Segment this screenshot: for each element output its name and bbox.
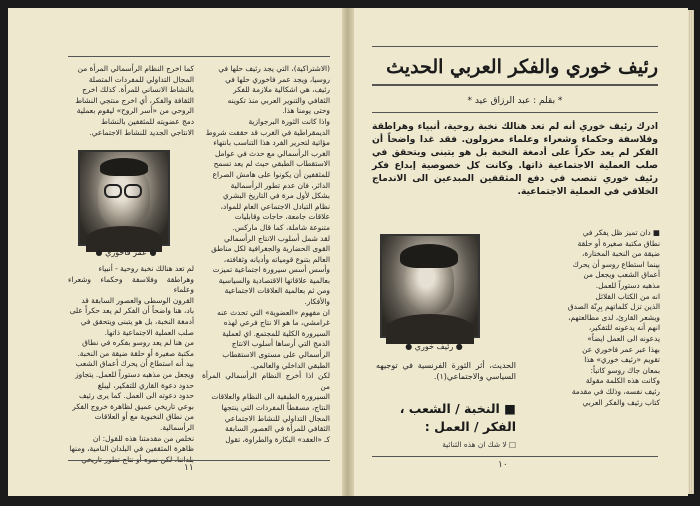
text-line: (الاشتراكية)، التي يجد رئيف حلها في (218, 64, 330, 73)
text-line: الثقافة والفكر، أي اخرج منتجي النشاط (75, 95, 194, 105)
text-line: علاقات جامعة، حاجات وقابليات (234, 212, 330, 222)
text-line: وحتى يومنا هذا. (282, 106, 330, 116)
omar-fakhouri-portrait (78, 150, 170, 246)
text-line: مذهبه دستوراً للعمل. (595, 280, 660, 290)
right-bottom-rule (372, 456, 658, 457)
text-line: لم تعد هنالك نخبة روحية - أنبياء (98, 264, 194, 273)
left-bottom-rule (68, 460, 330, 461)
text-line: العالم بتنوع قومياته وأديانه وثقافته، (223, 254, 330, 264)
text-line: كـ «العقد» البكارة والطراوة، تقول (225, 434, 330, 444)
text-line: الدمج التي أرساها أسلوب الانتاج (231, 339, 330, 349)
text-line: وهراطقة وفلاسفة وحكماء وشعراء وعلماء (68, 274, 194, 295)
text-below-photo: الحديث، أثر الثورة الفرنسية في توجيهه السياسي والاجتماعي(١). (376, 361, 516, 381)
left-page-column-left-top (68, 64, 194, 140)
text-line: وكانت هذه الكلمة مقولة (585, 376, 660, 386)
text-line: المجال التداولي للنشاط الاجتماعي (224, 413, 330, 423)
text-line: بمعان جاك روسو كاتباً: (590, 365, 660, 375)
omar-fakhouri-caption: ● عمر فاخوري ● (95, 248, 157, 257)
right-page-column (528, 228, 660, 450)
text-line: من هنا لم يعد روسو بفكره في نطاق (82, 338, 194, 348)
text-line: مكتبة صغيرة أو حلقة ضيقة من النخبة. (77, 348, 194, 358)
text-line: نظام التبادل الاجتماعي العام للمواد، (220, 201, 330, 211)
text-line: الغرب الرأسمالي مع حدث في عوامل (214, 148, 330, 158)
left-page-column-left-bottom (68, 264, 194, 464)
article-byline: * بقلم : عبد الرزاق عيد * (467, 96, 563, 106)
text-line: بلداننا، لكن نموه أو نتاج تطور تاريخي (81, 454, 194, 464)
glasses-right-icon (124, 184, 142, 198)
text-line: الذين تزل كلماتهم بِرِنّة الصدق (567, 302, 660, 312)
title-top-rule (372, 46, 658, 47)
lead-paragraph: ادرك رئيف خوري أنه لم تعد هنالك نخبة روحية، أنبياء وهراطقة وفلاسفة وحكماء وشعراء وعلماء معزولون. فقد غدا واضحاً أن الفكر لم يعد حكراً على أدمغة النخبة بل هو يتبنى ويتحقق في صلب العملية الاجتماعية ذاتها. وكانت كل خصوصية إبداع فكر رئيف خوري تنصب في دفع المثقفين المبدعين الى الاندماج الخلاقي في العملية الاجتماعية. (372, 121, 658, 197)
text-line: ان مفهوم «العضوية» التي تحدث عنه (217, 307, 330, 317)
title-bottom-rule (372, 84, 658, 86)
right-page-number: ١٠ (498, 460, 508, 470)
terms-line-1: ■ النخبة / الشعب ، (399, 401, 516, 416)
text-line: الطبقي الداخلي والعالمي. (250, 360, 330, 370)
text-line: والأفكار. (304, 297, 330, 307)
terms-line-2: الفكر / العمل : (424, 419, 516, 434)
text-line: كتاب رئيف والفكر العربي (582, 397, 660, 407)
text-line: متنوعة شاملة، كما قال ماركس. (232, 222, 330, 232)
text-line: الروحي من «أسر الروح» ليقوم بعملية (76, 106, 194, 116)
text-line: بالنشاط الانساني للمرأة. كذلك اخرج (82, 85, 194, 95)
text-line: حدود دعوة القاري للتفكير، ليبلغ (97, 380, 194, 390)
text-line: الانتاجي الجديد للنشاط الاجتماعي. (89, 127, 194, 137)
text-line: ■ دان تميز ظل يفكر في (582, 228, 660, 237)
text-line: الاستقطاب الطبقي حيث لم يعد تسمح (213, 159, 330, 169)
text-line: ومن ثم بعالمية العلاقات الاجتماعية (224, 286, 330, 296)
text-line: أعماق الشعب ويجعل من (583, 270, 660, 280)
text-line: المجال التداولي للمفردات المتصلة (88, 74, 194, 84)
text-line: النتاج، مسقطاً المفردات التي ينتجها (221, 403, 330, 412)
text-line: بعالمية علاقاتها الاقتصادية والسياسية (218, 275, 330, 285)
text-line: القرون الوسطى والعصور السابقة قد (81, 295, 194, 305)
page-edges (688, 10, 694, 494)
text-line: بوعي تاريخي عميق لظاهرة خروج الفكر (72, 401, 194, 411)
left-page-number: ١١ (184, 463, 194, 473)
text-line: دمج عضويته للمثقفين بالنشاط (101, 116, 194, 126)
caption-bullet-icon: ● (146, 248, 157, 257)
text-line: يدعونه الى العمل ايضاً» (587, 333, 660, 343)
text-line: ظاهرة المثقفين في البلدان النامية، ومنها (69, 444, 194, 454)
text-line: لكن اذا أخرج النظام الرأسمالي المرأة من (202, 371, 330, 391)
note-bullet-icon: □ (506, 440, 516, 449)
text-line: روسيا، ويجد عمر فاخوري حلها في (225, 74, 330, 84)
text-line: بينما استطاع روسو أن يحرك (572, 259, 660, 269)
text-line: بشكل لأول مرة في التاريخ البشري (222, 191, 330, 201)
note-line: □ لا شك ان هذه الثنائية (442, 440, 516, 449)
book-gutter (342, 8, 354, 496)
text-line: السيرورة الكلية للمجتمع. اي لعملية (222, 328, 330, 338)
text-line: السيرورة الطبقية الى النظام والعلاقات (211, 392, 330, 402)
text-line: صلب العملية الاجتماعية ذاتها. (104, 327, 194, 337)
text-line: الثقافي والتنوير العربي منذ تكوينه (227, 95, 330, 105)
left-page-column-right (202, 64, 330, 456)
text-line: الرأسمالية. (160, 422, 194, 432)
raif-khoury-portrait (380, 234, 480, 338)
byline-rule (372, 112, 658, 113)
text-line: رئيف نفسه، وذلك في مقدمة (571, 386, 660, 396)
portrait-hair (100, 158, 148, 176)
text-line: بيد أنه استطاع أن يحرك أعماق الشعب (75, 359, 194, 369)
text-line: نخلص من مقدمتنا هذه للقول: ان (92, 433, 194, 443)
text-line: القوى الحضارية والجغرافية لكل مناطق (211, 244, 330, 254)
text-line: ويشعر القارئ، لدى مطالعتهم، (568, 312, 660, 322)
text-line: تقويم «رئيف خوري» هذا (584, 355, 660, 365)
left-top-rule (68, 56, 330, 57)
text-line: غرامشي، ما هو الا نتاج فرعي لهذه (223, 318, 330, 328)
raif-khoury-caption: ● رئيف خوري ● (405, 342, 463, 351)
text-line: أدمغة النخبة، بل هو يتبنى ويتحقق في (80, 316, 194, 326)
text-line: نطاق مكتبة صغيرة أو حلقة (577, 238, 660, 248)
glasses-left-icon (104, 184, 122, 198)
text-line: ضيقة من النخبة المختارة، (582, 249, 660, 259)
text-line: الديمقراطية في الغرب قد حققت شروط (205, 127, 330, 137)
portrait-shoulders (386, 314, 474, 344)
text-line: واذا كانت الثورة البرجوازية (248, 116, 330, 126)
text-line: للمثقفين أن يكونوا على هامش الصراع (212, 169, 330, 179)
text-line: انه من الكتاب القلائل (595, 291, 660, 301)
text-line: الرأسمالي على مستوى الاستقطاب (222, 350, 330, 360)
text-line: مؤاتية لتحرير الفرد هذا التناسب بانتهاء (213, 138, 330, 148)
text-line: من نطاق النخبوية مع أو العلاقات (94, 412, 194, 422)
article-title: رئيف خوري والفكر العربي الحديث (386, 56, 658, 78)
text-line: كما اخرج النظام الرأسمالي المرأة من (77, 64, 194, 73)
text-line: حدود دعوته الى العمل. كما يرى رئيف (79, 391, 194, 401)
portrait-hair (400, 244, 458, 268)
text-line: لقد شمل أسلوب الانتاج الرأسمالي (224, 233, 330, 243)
text-line: ويجعل من مذهبه دستوراً للعمل. يتجاوز (75, 369, 194, 379)
text-line: الثقافي للمرأة في العصور السابقة (225, 424, 330, 434)
text-line: انهم أنه يدعونه للتفكير، (588, 323, 660, 333)
text-line: وأسس أسس سيرورة اجتماعية تميزت (212, 265, 330, 275)
text-line: بهذا عبر عمر فاخوري عن (582, 344, 660, 354)
caption-bullet-icon: ● (453, 342, 463, 351)
text-line: الدائر، فان عدم تطور الرأسمالية (230, 180, 330, 190)
text-line: باد، هنا واضحاً أن الفكر لم يعد حكراً على (69, 306, 194, 316)
text-line: رئيف، هي اشكالية ملازمة للفكر (233, 85, 330, 95)
